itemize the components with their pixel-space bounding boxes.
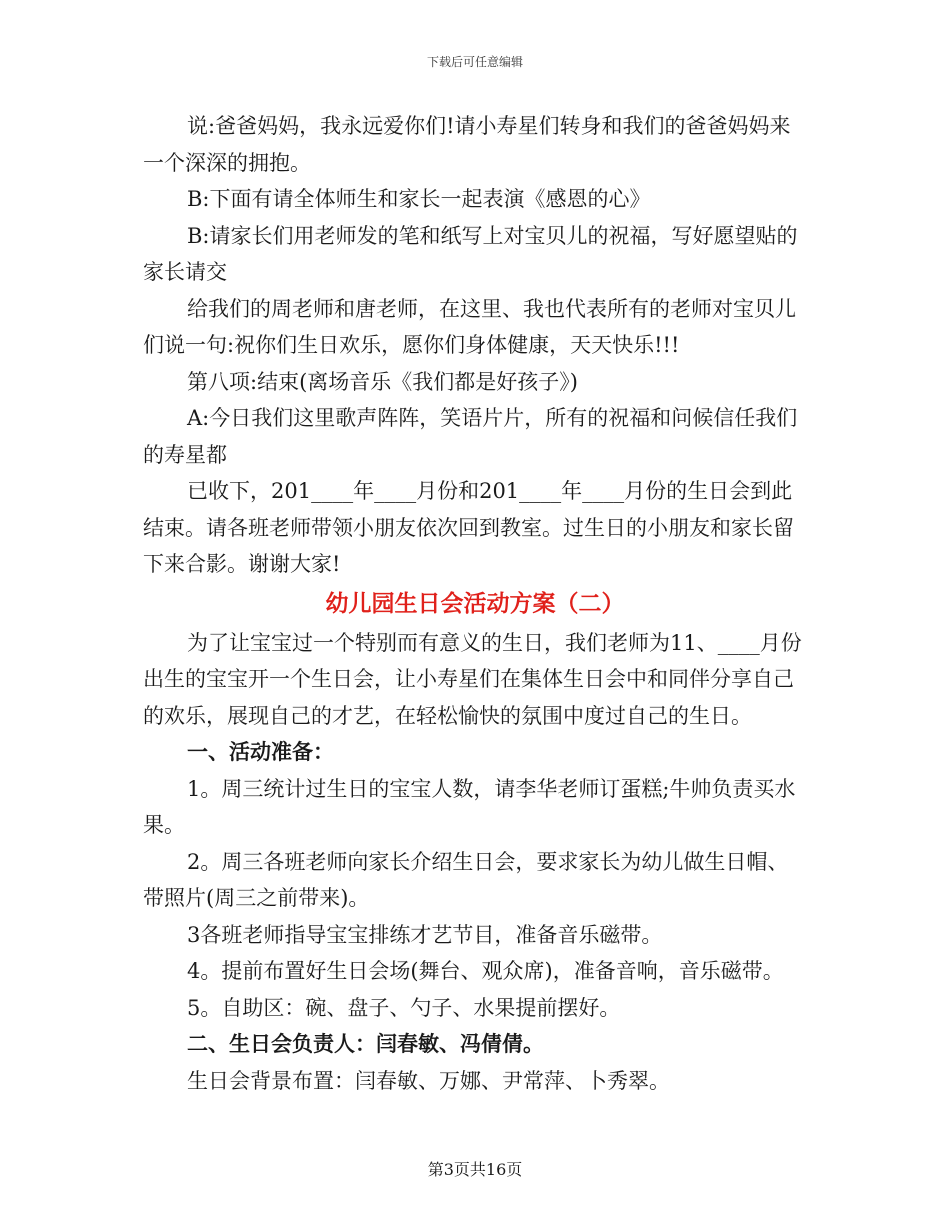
section-heading: 二、生日会负责人：闫春敏、冯倩倩。 <box>187 1031 544 1056</box>
page-header-note: 下载后可任意编辑 <box>426 55 523 69</box>
paragraph: 给我们的周老师和唐老师，在这里、我也代表所有的老师对宝贝儿们说一句:祝你们生日欢乐，愿你们身体健康，天天快乐!!! <box>143 296 796 357</box>
list-item: 3各班老师指导宝宝排练才艺节目，准备音乐磁带。 <box>187 922 663 947</box>
paragraph: 第八项:结束(离场音乐《我们都是好孩子》) <box>187 369 578 394</box>
paragraph: 为了让宝宝过一个特别而有意义的生日，我们老师为11、____月份出生的宝宝开一个生日会，让小寿星们在集体生日会中和同伴分享自己的欢乐，展现自己的才艺，在轻松愉快的氛围中度过自己的生日。 <box>143 630 802 728</box>
section-title: 幼儿园生日会活动方案（二） <box>325 589 625 617</box>
page-number: 第3页共16页 <box>427 1160 523 1179</box>
paragraph: B:下面有请全体师生和家长一起表演《感恩的心》 <box>187 187 651 211</box>
list-item: 1。周三统计过生日的宝宝人数，请李华老师订蛋糕;牛帅负责买水果。 <box>143 776 796 837</box>
paragraph: 已收下，201____年____月份和201____年____月份的生日会到此结束。请各班老师带领小朋友依次回到教室。过生日的小朋友和家长留下来合影。谢谢大家! <box>143 479 794 576</box>
list-item: 2。周三各班老师向家长介绍生日会，要求家长为幼儿做生日帽、带照片(周三之前带来)。 <box>143 849 789 910</box>
paragraph: 生日会背景布置：闫春敏、万娜、尹常萍、卜秀翠。 <box>187 1068 670 1093</box>
paragraph: B:请家长们用老师发的笔和纸写上对宝贝儿的祝福，写好愿望贴的家长请交 <box>143 223 798 284</box>
section-heading: 一、活动准备： <box>187 739 334 764</box>
paragraph: 说:爸爸妈妈，我永远爱你们!请小寿星们转身和我们的爸爸妈妈来一个深深的拥抱。 <box>143 114 791 175</box>
paragraph: A:今日我们这里歌声阵阵，笑语片片，所有的祝福和问候信任我们的寿星都 <box>143 406 798 467</box>
list-item: 5。自助区：碗、盘子、勺子、水果提前摆好。 <box>187 995 621 1020</box>
list-item: 4。提前布置好生日会场(舞台、观众席)，准备音响，音乐磁带。 <box>187 959 784 983</box>
document-body <box>143 108 807 1099</box>
